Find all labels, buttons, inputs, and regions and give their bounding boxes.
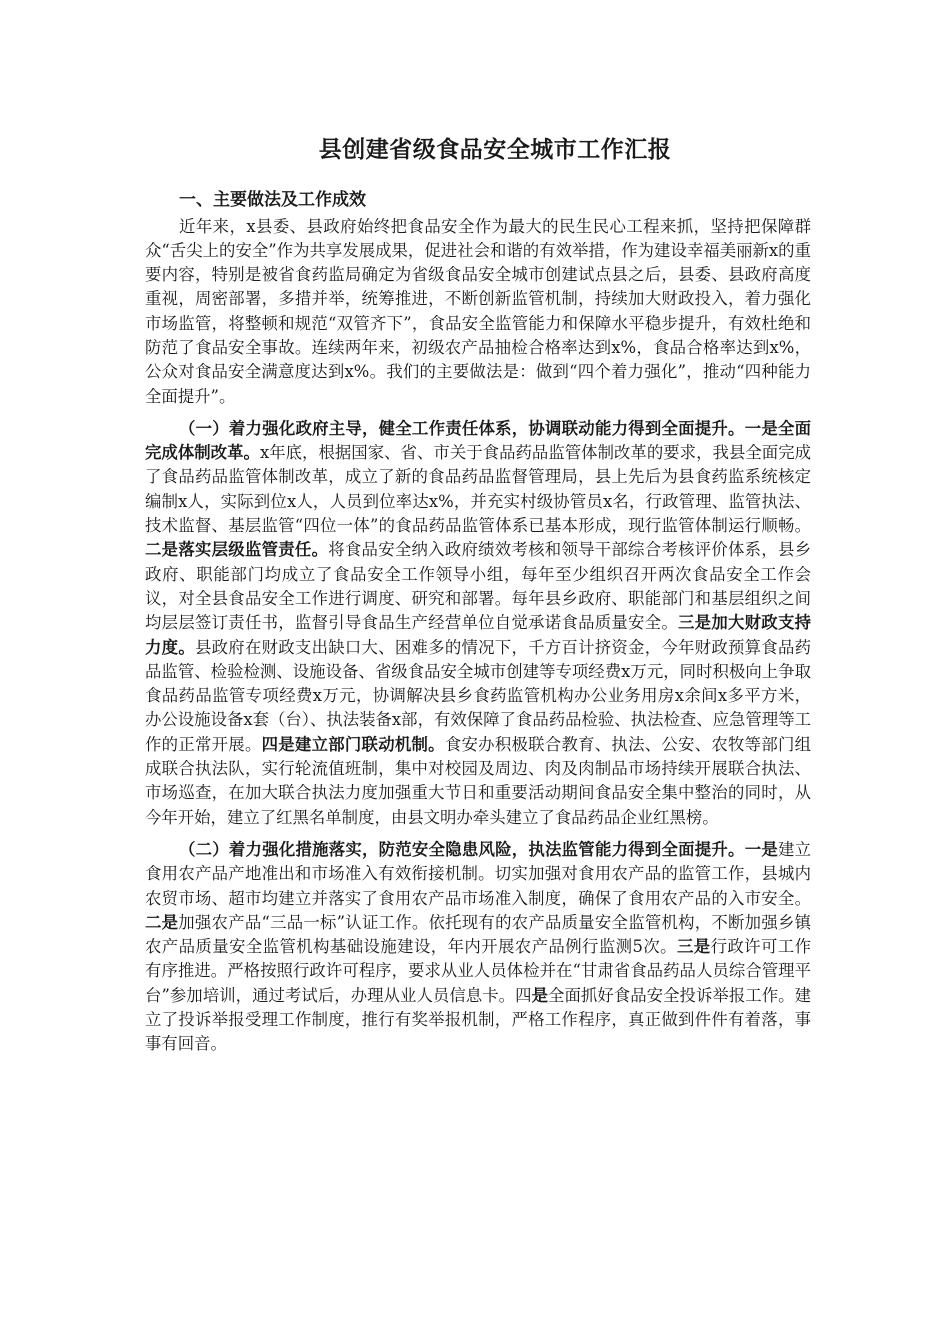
subheading-bold: 四是建立部门联动机制。 xyxy=(261,734,445,754)
paragraph-text: 食安办积极联合教育、执法、公安、农牧等部门组成联合执法队，实行轮流值班制，集中对校园及周边、肉及肉制品市场持续开展联合执法、市场巡查，在加大联合执法力度加强重大节日和重要活动期间食品安全集中整治的同时，从今年开始，建立了红黑名单制度，由县文明办牵头建立了食品药品企业红黑榜。 xyxy=(145,734,812,827)
document-title: 县创建省级食品安全城市工作汇报 xyxy=(318,137,672,163)
section-heading: 一、主要做法及工作成效 xyxy=(179,190,366,210)
subheading-bold: 三是加大财政支持力度。 xyxy=(145,613,812,657)
paragraph-measures-heading: （二）着力强化措施落实，防范安全隐患风险，执法监管能力得到全面提升。一是 xyxy=(179,839,778,859)
paragraph-text: 行政许可工作有序推进。严格按照行政许可程序，要求从业人员体检并在“甘肃省食品药品人员综合管理平台”参加培训，通过考试后，办理从业人员信息卡。四 xyxy=(145,937,811,1005)
paragraph-text: 全面抓好食品安全投诉举报工作。建立了投诉举报受理工作制度，推行有奖举报机制，严格工作程序，真正做到件件有着落，事事有回音。 xyxy=(145,985,812,1054)
paragraph-government-lead xyxy=(145,417,811,830)
paragraph-text: 建立食用农产品产地准出和市场准入有效衔接机制。切实加强对食用农产品的监管工作，县城内农贸市场、超市均建立并落实了食用农产品市场准入制度，确保了食用农产品的入市安全。 xyxy=(145,839,811,908)
paragraph-measures xyxy=(145,838,811,1057)
intro-paragraph: 近年来，x县委、县政府始终把食品安全作为最大的民生民心工程来抓，坚持把保障群众“舌尖上的安全”作为共享发展成果，促进社会和谐的有效举措，作为建设幸福美丽新x的重要内容，特别是被省食药监局确定为省级食品安全城市创建试点县之后，县委、县政府高度重视，周密部署，多措并举，统筹推进，不断创新监管机制，持续加大财政投入，着力强化市场监管，将整顿和规范“双管齐下”，食品安全监管能力和保障水平稳步提升，有效杜绝和防范了食品安全事故。连续两年来，初级农产品抽检合格率达到x%，食品合格率达到x%，公众对食品安全满意度达到x%。我们的主要做法是：做到“四个着力强化”，推动“四种能力全面提升”。 xyxy=(145,216,811,406)
paragraph-government-lead-heading: （一）着力强化政府主导，健全工作责任体系，协调联动能力得到全面提升。一是全面完成体制改革。 xyxy=(145,418,811,463)
subheading-bold: 二是 xyxy=(145,912,179,932)
paragraph-text: 将食品安全纳入政府绩效考核和领导干部综合考核评价体系，县乡政府、职能部门均成立了食品安全工作领导小组，每年至少组织召开两次食品安全工作会议，对全县食品安全工作进行调度、研究和部署。每年县乡政府、职能部门和基层组织之间均层层签订责任书，监督引导食品生产经营单位自觉承诺食品质量安全。 xyxy=(145,540,812,633)
subheading-bold: 是 xyxy=(531,985,549,1005)
subheading-bold: 二是落实层级监管责任。 xyxy=(145,540,329,560)
paragraph-text: x年底，根据国家、省、市关于食品药品监管体制改革的要求，我县全面完成了食品药品监管体制改革，成立了新的食品药品监督管理局，县上先后为县食药监系统核定编制x人，实际到位x人，人员到位率达x%，并充实村级协管员x名，行政管理、监管执法、技术监督、基层监管“四位一体”的食品药品监管体系已基本形成，现行监管体制运行顺畅。 xyxy=(145,443,811,536)
paragraph-text: 县政府在财政支出缺口大、困难多的情况下，千方百计挤资金，今年财政预算食品药品监管、检验检测、设施设备、省级食品安全城市创建等专项经费x万元，同时积极向上争取食品药品监管专项经费x万元，协调解决县乡食药监管机构办公业务用房x余间x多平方米，办公设施设备x套（台）、执法装备x部，有效保障了食品药品检验、执法检查、应急管理等工作的正常开展。 xyxy=(145,637,812,754)
document-page xyxy=(145,130,811,1065)
subheading-bold: 三是 xyxy=(676,937,711,957)
paragraph-text: 加强农产品“三品一标”认证工作。依托现有的农产品质量安全监管机构，不断加强乡镇农产品质量安全监管机构基础设施建设，年内开展农产品例行监测5次。 xyxy=(145,912,811,957)
